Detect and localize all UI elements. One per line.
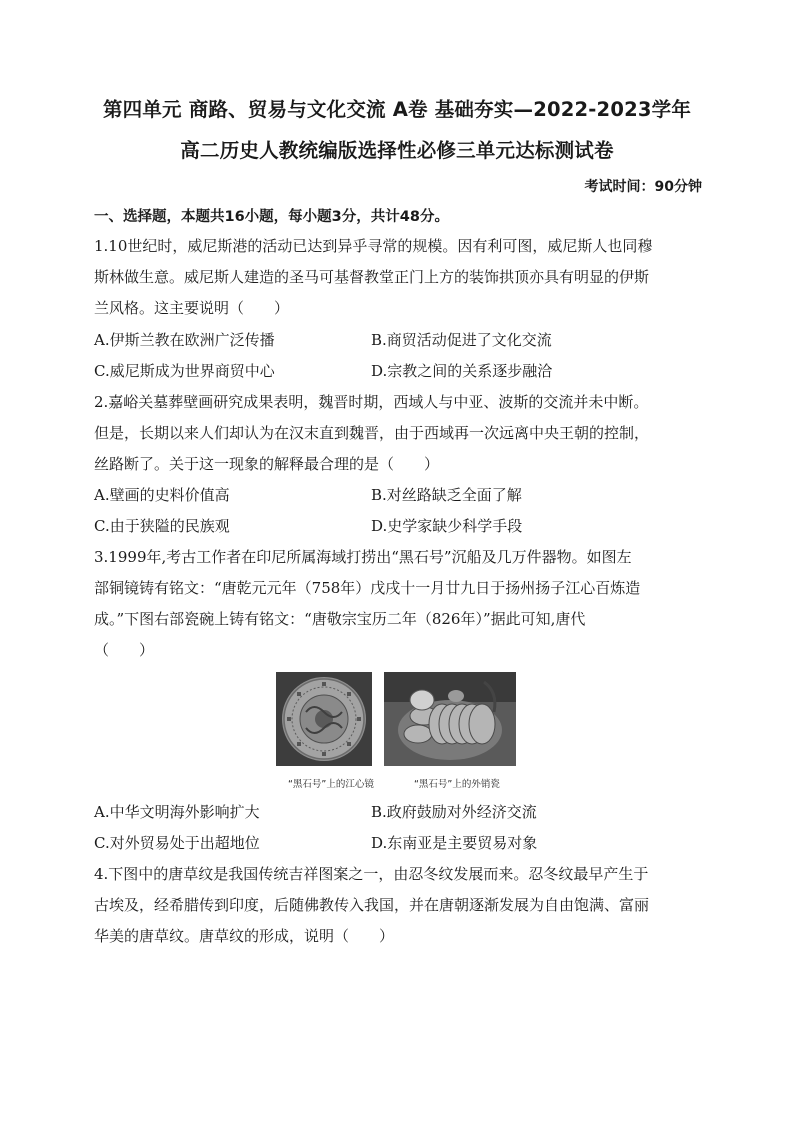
question-1-line-1: 1.10世纪时，威尼斯港的活动已达到异乎寻常的规模。因有利可图，威尼斯人也同穆: [94, 237, 653, 255]
question-1-line-2: 斯林做生意。威尼斯人建造的圣马可基督教堂正门上方的装饰拱顶亦具有明显的伊斯: [94, 268, 650, 286]
question-1-line-3: 兰风格。这主要说明（ ）: [94, 299, 290, 317]
question-2-option-b: B.对丝路缺乏全面了解: [371, 486, 522, 504]
question-2-option-a: A.壁画的史料价值高: [94, 486, 230, 504]
question-1-option-c: C.威尼斯成为世界商贸中心: [94, 362, 275, 380]
question-1-option-d: D.宗教之间的关系逐步融洽: [371, 362, 553, 380]
mirror-caption: “黑石号”上的江心镜: [288, 779, 374, 790]
question-2-line-3: 丝路断了。关于这一现象的解释最合理的是（ ）: [94, 455, 440, 473]
question-2-line-2: 但是，长期以来人们却认为在汉末直到魏晋，由于西域再一次远离中央王朝的控制，: [94, 424, 650, 442]
question-3-line-1: 3.1999年,考古工作者在印尼所属海域打捞出“黑石号”沉船及几万件器物。如图左: [94, 548, 632, 566]
question-3-option-c: C.对外贸易处于出超地位: [94, 834, 260, 852]
question-3-line-4: （ ）: [94, 641, 155, 659]
question-2-option-c: C.由于狭隘的民族观: [94, 517, 230, 535]
question-2-line-1: 2.嘉峪关墓葬壁画研究成果表明，魏晋时期，西域人与中亚、波斯的交流并未中断。: [94, 393, 649, 411]
question-3-option-d: D.东南亚是主要贸易对象: [371, 834, 538, 852]
question-4-line-2: 古埃及，经希腊传到印度，后随佛教传入我国，并在唐朝逐渐发展为自由饱满、富丽: [94, 896, 650, 914]
exam-title-line-2: 高二历史人教统编版选择性必修三单元达标测试卷: [180, 139, 614, 162]
section-heading: 一、选择题，本题共16小题，每小题3分，共计48分。: [94, 209, 449, 225]
porcelain-caption: “黑石号”上的外销瓷: [414, 779, 500, 790]
question-4-line-1: 4.下图中的唐草纹是我国传统吉祥图案之一，由忍冬纹发展而来。忍冬纹最早产生于: [94, 865, 649, 883]
question-3-line-2: 部铜镜铸有铭文：“唐乾元元年（758年）戊戌十一月廿九日于扬州扬子江心百炼造: [94, 579, 641, 597]
export-porcelain-photo: [384, 672, 516, 766]
question-4-line-3: 华美的唐草纹。唐草纹的形成，说明（ ）: [94, 927, 395, 945]
exam-time: 考试时间：90分钟: [584, 179, 702, 195]
question-1-option-b: B.商贸活动促进了文化交流: [371, 331, 552, 349]
exam-title-line-1: 第四单元 商路、贸易与文化交流 A卷 基础夯实—2022-2023学年: [102, 98, 692, 121]
question-3-figure: [276, 672, 516, 792]
bronze-mirror-photo: [276, 672, 372, 766]
question-1-option-a: A.伊斯兰教在欧洲广泛传播: [94, 331, 275, 349]
question-3-option-a: A.中华文明海外影响扩大: [94, 803, 260, 821]
question-3-line-3: 成。”下图右部瓷碗上铸有铭文：“唐敬宗宝历二年（826年）”据此可知,唐代: [94, 610, 586, 628]
question-2-option-d: D.史学家缺少科学手段: [371, 517, 523, 535]
question-3-option-b: B.政府鼓励对外经济交流: [371, 803, 537, 821]
